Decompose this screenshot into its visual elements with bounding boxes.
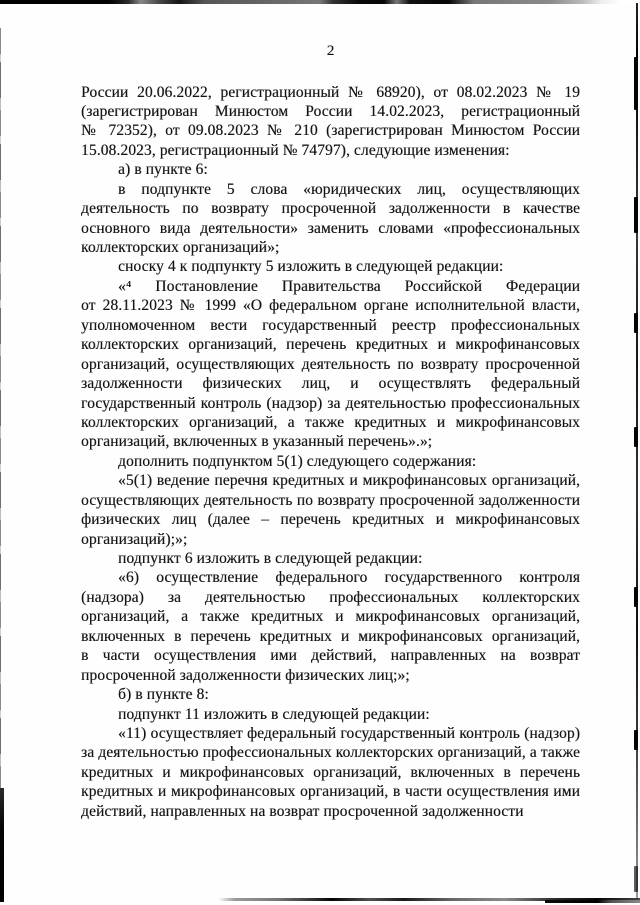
document-text-block <box>81 42 580 821</box>
text-line: организаций, а также кредитных и микрофинансовых организаций, <box>81 608 580 626</box>
text-line: действий, направленных на возврат просроченной задолженности <box>81 802 524 820</box>
text-line: деятельность по возврату просроченной задолженности в качестве <box>81 200 580 218</box>
text-line: коллекторских организаций, а также кредитных и микрофинансовых <box>81 413 580 431</box>
scan-artifact-right <box>634 427 638 447</box>
text-line: (надзора) за деятельностью профессиональных коллекторских <box>81 588 580 606</box>
scan-edge-right <box>636 3 638 899</box>
text-line: просроченной задолженности физических лиц;»; <box>81 666 410 684</box>
scan-edge-left <box>0 28 1 788</box>
spacer <box>81 61 580 83</box>
text-line: физических лиц (далее – перечень кредитных и микрофинансовых <box>81 511 580 529</box>
text-line: б) в пункте 8: <box>118 686 209 704</box>
scan-artifact-right <box>634 197 638 233</box>
text-line: «11) осуществляет федеральный государственный контроль (надзор) <box>118 724 580 742</box>
scan-edge-left-bar <box>0 788 4 902</box>
text-line: коллекторских организаций, перечень кредитных и микрофинансовых <box>81 336 580 354</box>
page-number: 2 <box>326 43 335 59</box>
scan-edge-bottom-right <box>545 900 640 903</box>
text-line: в подпункте 5 слова «юридических лиц, осуществляющих <box>118 180 580 198</box>
text-line: организаций, включенных в указанный перечень».»; <box>81 433 433 451</box>
text-line: осуществляющих деятельность по возврату просроченной задолженности <box>81 491 580 509</box>
text-line: № 72352), от 09.08.2023 № 210 (зарегистрирован Минюстом России <box>81 122 580 140</box>
text-line: задолженности физических лиц, и осуществлять федеральный <box>81 375 580 393</box>
text-line: сноску 4 к подпункту 5 изложить в следующей редакции: <box>118 258 504 276</box>
text-line: подпункт 6 изложить в следующей редакции: <box>118 550 423 567</box>
text-line: дополнить подпунктом 5(1) следующего содержания: <box>118 452 477 470</box>
text-line: «⁴ Постановление Правительства Российской Федерации <box>118 277 580 295</box>
text-line: «5(1) ведение перечня кредитных и микрофинансовых организаций, <box>118 472 580 490</box>
text-line: государственный контроль (надзор) за деятельностью профессиональных <box>81 394 580 412</box>
text-line: уполномоченном вести государственный реестр профессиональных <box>81 316 580 334</box>
text-line: России 20.06.2022, регистрационный № 68920), от 08.02.2023 № 19 <box>81 83 580 101</box>
text-line: организаций);»; <box>81 530 188 548</box>
scan-artifact-right <box>634 587 638 607</box>
text-line: включенных в перечень кредитных и микрофинансовых организаций, <box>81 627 580 645</box>
text-line: за деятельностью профессиональных коллекторских организаций, а также <box>81 744 580 762</box>
scan-artifact-right <box>634 57 638 110</box>
text-line: кредитных и микрофинансовых организаций, включенных в перечень <box>81 763 580 781</box>
document-lines <box>81 83 580 822</box>
scan-artifact-right <box>634 313 638 333</box>
text-line: в части осуществления ими действий, направленных на возврат <box>81 647 580 665</box>
text-line: организаций, осуществляющих деятельность по возврату просроченной <box>81 355 580 373</box>
text-line: (зарегистрирован Минюстом России 14.02.2023, регистрационный <box>81 102 580 120</box>
text-line: «6) осуществление федерального государственного контроля <box>118 569 580 587</box>
scan-artifact-right <box>634 866 638 892</box>
text-line: от 28.11.2023 № 1999 «О федеральном органе исполнительной власти, <box>81 297 580 315</box>
scan-artifact-right <box>634 730 638 750</box>
text-line: основного вида деятельности» заменить словами «профессиональных <box>81 219 580 237</box>
scan-edge-top <box>0 0 640 4</box>
text-line: подпункт 11 изложить в следующей редакции: <box>118 705 430 723</box>
text-line: коллекторских организаций»; <box>81 239 280 256</box>
text-line: 15.08.2023, регистрационный № 74797), следующие изменения: <box>81 141 510 159</box>
text-line: а) в пункте 6: <box>118 161 208 179</box>
text-line: кредитных и микрофинансовых организаций, в части осуществления ими <box>81 783 580 801</box>
